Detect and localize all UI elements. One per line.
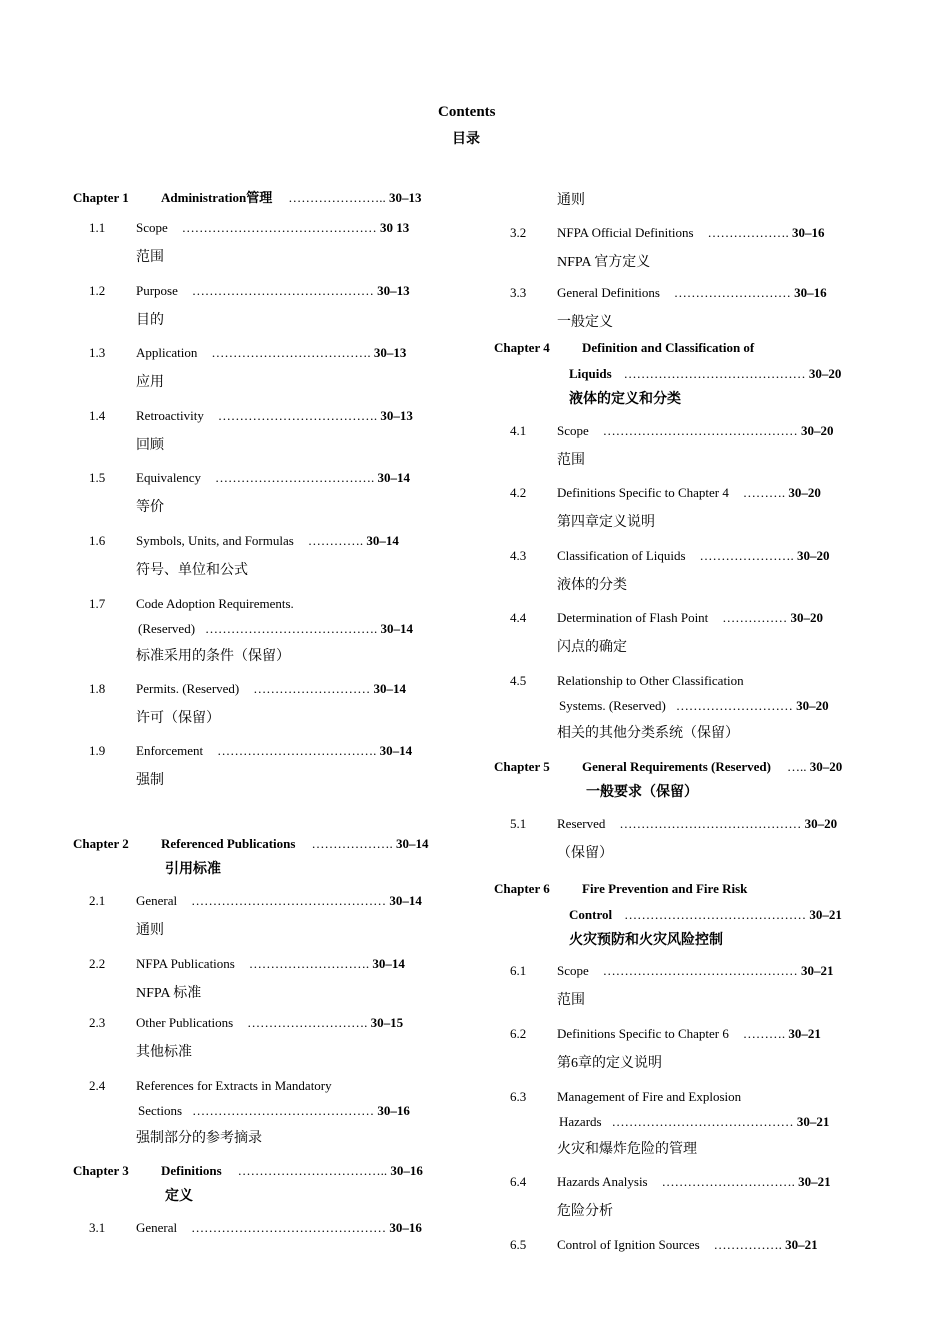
toc-leader-dots: ………………………………….: [205, 621, 378, 636]
toc-entry-title: Scope: [557, 963, 589, 978]
toc-page-number: 30–20: [805, 366, 842, 381]
toc-chinese-title: NFPA 官方定义: [557, 255, 651, 270]
toc-page-number: 30–15: [367, 1015, 404, 1030]
toc-page-number: 30–20: [797, 423, 834, 438]
toc-chinese-title: 一般要求（保留）: [586, 785, 698, 800]
toc-leader-dots: ……….: [742, 485, 786, 500]
toc-page-number: 30–14: [392, 836, 429, 851]
toc-entry-line[interactable]: [557, 610, 823, 626]
section-number: 4.1: [510, 423, 527, 438]
toc-entry-title: Retroactivity: [136, 408, 204, 423]
toc-entry-title: Administration管理: [161, 190, 273, 205]
toc-chinese-title: 许可（保留）: [136, 711, 220, 726]
chapter-label: Chapter 1: [73, 190, 129, 205]
toc-chinese-title: 定义: [165, 1189, 193, 1204]
toc-page-number: 30–13: [370, 345, 407, 360]
toc-entry-line[interactable]: [136, 220, 409, 236]
chapter-label: Chapter 3: [73, 1163, 129, 1178]
toc-entry-line[interactable]: [136, 533, 399, 549]
toc-page-number: 30–16: [386, 1220, 422, 1235]
toc-leader-dots: …………….: [713, 1237, 782, 1252]
section-number: 3.3: [510, 285, 527, 300]
toc-leader-dots: ………………………………………: [602, 963, 798, 978]
chapter-label: Chapter 5: [494, 759, 550, 774]
toc-leader-dots: ……………….: [311, 836, 393, 851]
toc-entry-line[interactable]: [136, 681, 406, 697]
toc-leader-dots: ……………………………………: [611, 1114, 794, 1129]
toc-chinese-title: 相关的其他分类系统（保留）: [557, 726, 739, 741]
toc-entry-title: Reserved: [557, 816, 606, 831]
toc-chinese-title: 回顾: [136, 438, 164, 453]
toc-chinese-title: 液体的定义和分类: [569, 392, 681, 407]
toc-chinese-title: 符号、单位和公式: [136, 563, 248, 578]
toc-page-number: 30–14: [386, 893, 422, 908]
toc-entry-title[interactable]: References for Extracts in Mandatory: [136, 1078, 332, 1093]
toc-leader-dots: ………………………………………: [181, 220, 377, 235]
toc-entry-title: Other Publications: [136, 1015, 234, 1030]
toc-chinese-title: 范围: [557, 993, 585, 1008]
toc-entry-line[interactable]: [136, 893, 422, 909]
toc-chinese-title: 标准采用的条件（保留）: [136, 649, 290, 664]
toc-chinese-title: 范围: [557, 453, 585, 468]
toc-entry-title[interactable]: Fire Prevention and Fire Risk: [582, 881, 748, 896]
toc-entry-title: Application: [136, 345, 198, 360]
toc-leader-dots: ……………………………….: [214, 470, 375, 485]
toc-entry-line[interactable]: [136, 283, 410, 299]
toc-page-number: 30–21: [797, 963, 834, 978]
toc-entry-line[interactable]: [557, 816, 837, 832]
toc-entry-title: Control of Ignition Sources: [557, 1237, 700, 1252]
toc-entry-title: General Definitions: [557, 285, 660, 300]
toc-page-number: 30–20: [793, 548, 830, 563]
toc-page-number: 30–21: [794, 1174, 831, 1189]
toc-entry-line[interactable]: [557, 485, 821, 501]
section-number: 2.1: [89, 893, 106, 908]
toc-entry-line[interactable]: [138, 621, 413, 637]
section-number: 1.3: [89, 345, 106, 360]
toc-page-number: 30–20: [801, 816, 838, 831]
toc-entry-line[interactable]: [557, 548, 830, 564]
toc-entry-title[interactable]: Relationship to Other Classification: [557, 673, 744, 688]
toc-leader-dots: ……………………………………: [624, 907, 807, 922]
toc-page-number: 30–14: [376, 743, 413, 758]
toc-entry-title[interactable]: Management of Fire and Explosion: [557, 1089, 742, 1104]
toc-entry-title[interactable]: Definition and Classification of: [582, 340, 755, 355]
toc-entry-title: Equivalency: [136, 470, 201, 485]
toc-page-number: 30–21: [781, 1237, 818, 1252]
toc-entry-line[interactable]: [557, 963, 834, 979]
toc-entry-title[interactable]: Code Adoption Requirements.: [136, 596, 294, 611]
toc-page-number: 30–14: [377, 621, 414, 636]
toc-page-number: 30–20: [792, 698, 829, 713]
toc-leader-dots: ………….: [307, 533, 364, 548]
section-number: 4.2: [510, 485, 527, 500]
toc-page-number: 30–13: [373, 283, 410, 298]
toc-leader-dots: ………………….: [699, 548, 794, 563]
toc-entry-title: Control: [569, 907, 613, 922]
toc-leader-dots: ……………………….: [248, 956, 370, 971]
section-number: 1.9: [89, 743, 106, 758]
toc-entry-line[interactable]: [557, 1237, 818, 1253]
toc-entry-title: General: [136, 893, 178, 908]
toc-page-number: 30–16: [790, 285, 827, 300]
toc-page-number: 30–14: [369, 956, 405, 971]
toc-chinese-title: 强制部分的参考摘录: [136, 1131, 262, 1146]
toc-chinese-title: 强制: [136, 773, 164, 788]
toc-page-number: 30–16: [788, 225, 825, 240]
toc-entry-line[interactable]: [557, 225, 825, 241]
toc-entry-title: Hazards: [559, 1114, 602, 1129]
toc-entry-line[interactable]: [569, 907, 842, 923]
toc-page-number: 30–14: [374, 470, 410, 485]
toc-page-number: 30–20: [806, 759, 843, 774]
toc-entry-line[interactable]: [582, 759, 842, 775]
toc-chinese-title: 通则: [557, 193, 585, 208]
toc-entry-line[interactable]: [136, 470, 410, 486]
page-subtitle: 目录: [452, 132, 480, 147]
toc-leader-dots: ………………………………………: [191, 1220, 387, 1235]
toc-leader-dots: ……………………………….: [217, 408, 378, 423]
toc-entry-title: Determination of Flash Point: [557, 610, 709, 625]
toc-leader-dots: ………………………….: [661, 1174, 795, 1189]
section-number: 6.3: [510, 1089, 527, 1104]
toc-entry-line[interactable]: [557, 1174, 831, 1190]
section-number: 2.2: [89, 956, 106, 971]
toc-leader-dots: ……………………….: [247, 1015, 368, 1030]
section-number: 2.3: [89, 1015, 106, 1030]
toc-leader-dots: ………………………: [673, 285, 791, 300]
toc-entry-title: Referenced Publications: [161, 836, 296, 851]
section-number: 3.2: [510, 225, 527, 240]
toc-entry-title: Scope: [136, 220, 168, 235]
toc-entry-title: Definitions Specific to Chapter 4: [557, 485, 729, 500]
toc-entry-title: General: [136, 1220, 178, 1235]
toc-entry-line[interactable]: [161, 1163, 423, 1179]
toc-entry-line[interactable]: [557, 423, 834, 439]
toc-page-number: 30–21: [793, 1114, 830, 1129]
page-title: Contents: [438, 104, 496, 120]
toc-entry-line[interactable]: [569, 366, 841, 382]
toc-chinese-title: 通则: [136, 923, 164, 938]
toc-leader-dots: ……………………………………: [619, 816, 802, 831]
toc-entry-line[interactable]: [136, 956, 405, 972]
section-number: 6.4: [510, 1174, 527, 1189]
toc-entry-title: Classification of Liquids: [557, 548, 686, 563]
toc-page-number: 30–20: [785, 485, 821, 500]
toc-entry-line[interactable]: [138, 1103, 410, 1119]
toc-page-number: 30–13: [377, 408, 413, 423]
toc-chinese-title: 第6章的定义说明: [557, 1056, 662, 1071]
section-number: 1.6: [89, 533, 106, 548]
toc-leader-dots: ……………………………………: [192, 1103, 375, 1118]
toc-leader-dots: ………………………: [675, 698, 793, 713]
toc-entry-line[interactable]: [161, 836, 428, 852]
toc-page-number: 30 13: [376, 220, 410, 235]
toc-page-number: 30–16: [374, 1103, 410, 1118]
section-number: 1.7: [89, 596, 106, 611]
toc-entry-title: (Reserved): [138, 621, 196, 636]
toc-leader-dots: ……………: [722, 610, 788, 625]
toc-chinese-title: 其他标准: [136, 1045, 192, 1060]
section-number: 2.4: [89, 1078, 106, 1093]
toc-chinese-title: 液体的分类: [557, 578, 627, 593]
toc-entry-line[interactable]: [136, 1220, 422, 1236]
toc-entry-line[interactable]: [136, 743, 412, 759]
toc-entry-title: NFPA Official Definitions: [557, 225, 694, 240]
toc-entry-title: Permits. (Reserved): [136, 681, 240, 696]
toc-page-number: 30–13: [385, 190, 422, 205]
toc-leader-dots: ……….: [742, 1026, 786, 1041]
section-number: 4.4: [510, 610, 527, 625]
chapter-label: Chapter 6: [494, 881, 550, 896]
toc-entry-title: Liquids: [569, 366, 612, 381]
toc-entry-title: Systems. (Reserved): [559, 698, 666, 713]
section-number: 4.5: [510, 673, 527, 688]
toc-entry-title: General Requirements (Reserved): [582, 759, 771, 774]
toc-leader-dots: …..: [786, 759, 807, 774]
toc-entry-title: Definitions: [161, 1163, 222, 1178]
toc-leader-dots: ……………………………….: [211, 345, 371, 360]
toc-entry-title: Enforcement: [136, 743, 204, 758]
toc-leader-dots: …………………..: [288, 190, 386, 205]
toc-leader-dots: ……………………………………: [191, 283, 374, 298]
toc-leader-dots: ………………………………………: [602, 423, 798, 438]
section-number: 5.1: [510, 816, 527, 831]
toc-page-number: 30–21: [785, 1026, 821, 1041]
toc-entry-line[interactable]: [136, 408, 413, 424]
toc-leader-dots: ……………………………….: [217, 743, 377, 758]
toc-entry-line[interactable]: [136, 1015, 403, 1031]
toc-chinese-title: 应用: [136, 375, 164, 390]
toc-chinese-title: 引用标准: [165, 862, 221, 877]
toc-leader-dots: ……………………………………: [623, 366, 806, 381]
toc-page-number: 30–16: [387, 1163, 423, 1178]
toc-chinese-title: 火灾和爆炸危险的管理: [557, 1142, 697, 1157]
toc-leader-dots: ………………………………………: [191, 893, 387, 908]
toc-entry-line[interactable]: [557, 285, 827, 301]
toc-chinese-title: NFPA 标准: [136, 986, 202, 1001]
toc-chinese-title: 目的: [136, 313, 164, 328]
toc-entry-title: Definitions Specific to Chapter 6: [557, 1026, 729, 1041]
section-number: 6.5: [510, 1237, 527, 1252]
toc-entry-line[interactable]: [136, 345, 406, 361]
toc-page-number: 30–20: [787, 610, 824, 625]
section-number: 3.1: [89, 1220, 106, 1235]
toc-chinese-title: 危险分析: [557, 1204, 613, 1219]
toc-entry-title: Scope: [557, 423, 589, 438]
chapter-label: Chapter 4: [494, 340, 550, 355]
toc-chinese-title: 闪点的确定: [557, 640, 627, 655]
toc-chinese-title: 火灾预防和火灾风险控制: [569, 933, 723, 948]
section-number: 6.2: [510, 1026, 527, 1041]
section-number: 1.5: [89, 470, 106, 485]
toc-chinese-title: 等价: [136, 500, 164, 515]
toc-entry-line[interactable]: [559, 1114, 829, 1130]
toc-leader-dots: ………………………: [253, 681, 371, 696]
toc-page-number: 30–21: [806, 907, 842, 922]
toc-chinese-title: 第四章定义说明: [557, 515, 655, 530]
toc-chinese-title: 范围: [136, 250, 164, 265]
toc-entry-title: Hazards Analysis: [557, 1174, 648, 1189]
section-number: 4.3: [510, 548, 527, 563]
toc-chinese-title: （保留）: [557, 846, 613, 861]
toc-page-number: 30–14: [370, 681, 407, 696]
section-number: 1.1: [89, 220, 106, 235]
toc-entry-title: Sections: [138, 1103, 183, 1118]
toc-entry-title: Purpose: [136, 283, 178, 298]
toc-entry-line[interactable]: [559, 698, 829, 714]
toc-leader-dots: ……………………………..: [237, 1163, 388, 1178]
toc-page-number: 30–14: [363, 533, 399, 548]
toc-chinese-title: 一般定义: [557, 315, 613, 330]
toc-entry-title: Symbols, Units, and Formulas: [136, 533, 294, 548]
toc-entry-title: NFPA Publications: [136, 956, 235, 971]
section-number: 1.4: [89, 408, 106, 423]
section-number: 6.1: [510, 963, 527, 978]
section-number: 1.2: [89, 283, 106, 298]
toc-entry-line[interactable]: [161, 190, 421, 206]
toc-leader-dots: ……………….: [707, 225, 789, 240]
chapter-label: Chapter 2: [73, 836, 129, 851]
toc-entry-line[interactable]: [557, 1026, 821, 1042]
section-number: 1.8: [89, 681, 106, 696]
